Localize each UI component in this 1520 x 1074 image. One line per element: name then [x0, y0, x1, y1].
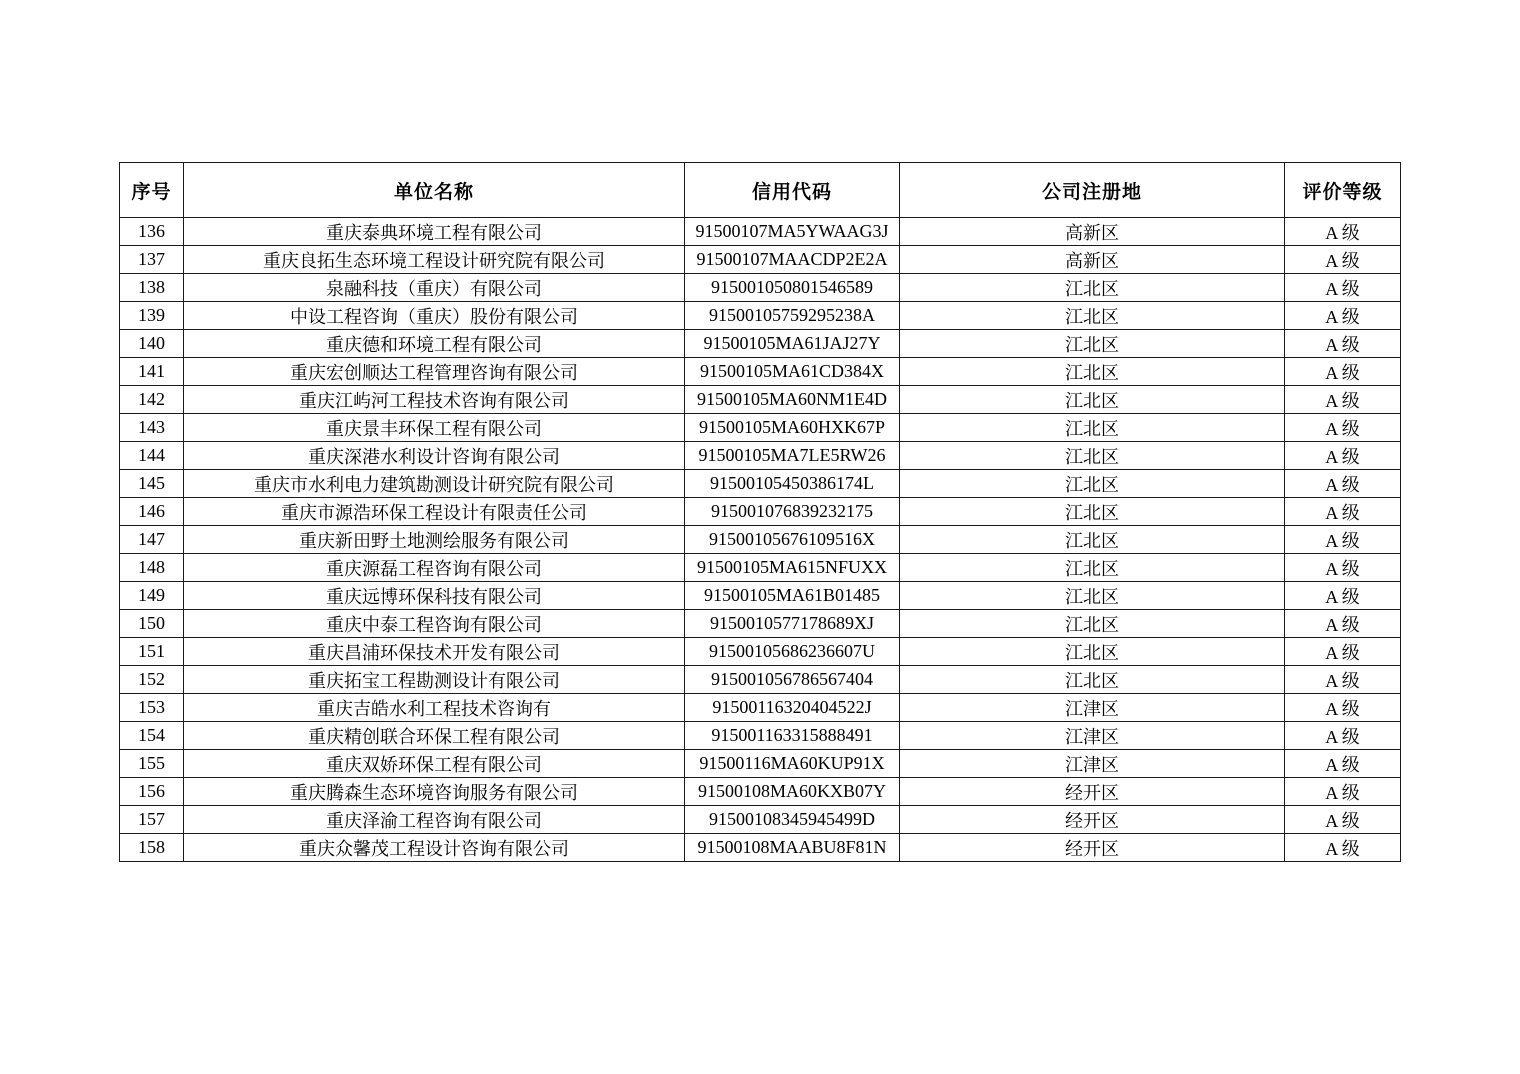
cell-grade: A 级: [1285, 554, 1401, 582]
cell-index: 148: [120, 554, 184, 582]
cell-region: 经开区: [900, 806, 1285, 834]
cell-company-name: 重庆精创联合环保工程有限公司: [184, 722, 685, 750]
cell-index: 140: [120, 330, 184, 358]
cell-grade: A 级: [1285, 778, 1401, 806]
cell-index: 138: [120, 274, 184, 302]
cell-index: 141: [120, 358, 184, 386]
cell-company-name: 重庆昌浦环保技术开发有限公司: [184, 638, 685, 666]
cell-credit-code: 9150010577178689XJ: [685, 610, 900, 638]
column-header-code: 信用代码: [685, 163, 900, 218]
cell-company-name: 重庆新田野土地测绘服务有限公司: [184, 526, 685, 554]
cell-index: 136: [120, 218, 184, 246]
cell-grade: A 级: [1285, 302, 1401, 330]
cell-company-name: 重庆吉皓水利工程技术咨询有: [184, 694, 685, 722]
cell-credit-code: 91500108345945499D: [685, 806, 900, 834]
cell-company-name: 重庆良拓生态环境工程设计研究院有限公司: [184, 246, 685, 274]
company-rating-table: [119, 162, 1401, 862]
cell-grade: A 级: [1285, 694, 1401, 722]
cell-grade: A 级: [1285, 274, 1401, 302]
cell-index: 157: [120, 806, 184, 834]
cell-company-name: 重庆双娇环保工程有限公司: [184, 750, 685, 778]
table-row: [120, 302, 1401, 330]
cell-region: 江津区: [900, 750, 1285, 778]
cell-index: 139: [120, 302, 184, 330]
cell-credit-code: 91500105MA61B01485: [685, 582, 900, 610]
cell-company-name: 重庆市水利电力建筑勘测设计研究院有限公司: [184, 470, 685, 498]
cell-grade: A 级: [1285, 442, 1401, 470]
cell-region: 江北区: [900, 498, 1285, 526]
cell-credit-code: 91500105MA60NM1E4D: [685, 386, 900, 414]
table-row: [120, 778, 1401, 806]
cell-credit-code: 91500107MAACDP2E2A: [685, 246, 900, 274]
cell-grade: A 级: [1285, 330, 1401, 358]
cell-grade: A 级: [1285, 834, 1401, 862]
cell-company-name: 重庆众馨茂工程设计咨询有限公司: [184, 834, 685, 862]
table-row: [120, 442, 1401, 470]
cell-grade: A 级: [1285, 246, 1401, 274]
cell-credit-code: 915001050801546589: [685, 274, 900, 302]
cell-region: 江北区: [900, 610, 1285, 638]
cell-grade: A 级: [1285, 386, 1401, 414]
cell-credit-code: 91500105MA61JAJ27Y: [685, 330, 900, 358]
cell-index: 155: [120, 750, 184, 778]
cell-region: 江北区: [900, 554, 1285, 582]
cell-region: 江北区: [900, 582, 1285, 610]
cell-credit-code: 91500105MA61CD384X: [685, 358, 900, 386]
cell-company-name: 重庆拓宝工程勘测设计有限公司: [184, 666, 685, 694]
column-header-region: 公司注册地: [900, 163, 1285, 218]
table-row: [120, 806, 1401, 834]
cell-company-name: 重庆腾森生态环境咨询服务有限公司: [184, 778, 685, 806]
cell-company-name: 重庆中泰工程咨询有限公司: [184, 610, 685, 638]
cell-index: 158: [120, 834, 184, 862]
cell-company-name: 重庆泰典环境工程有限公司: [184, 218, 685, 246]
cell-region: 江津区: [900, 694, 1285, 722]
cell-region: 经开区: [900, 778, 1285, 806]
cell-index: 151: [120, 638, 184, 666]
table-row: [120, 722, 1401, 750]
column-header-grade: 评价等级: [1285, 163, 1401, 218]
cell-region: 经开区: [900, 834, 1285, 862]
cell-index: 149: [120, 582, 184, 610]
cell-region: 高新区: [900, 218, 1285, 246]
cell-index: 143: [120, 414, 184, 442]
table-row: [120, 470, 1401, 498]
cell-grade: A 级: [1285, 526, 1401, 554]
cell-credit-code: 915001163315888491: [685, 722, 900, 750]
table-row: [120, 834, 1401, 862]
cell-region: 江北区: [900, 638, 1285, 666]
table-row: [120, 554, 1401, 582]
cell-index: 137: [120, 246, 184, 274]
cell-grade: A 级: [1285, 498, 1401, 526]
cell-region: 江北区: [900, 386, 1285, 414]
table-row: [120, 358, 1401, 386]
cell-credit-code: 91500105686236607U: [685, 638, 900, 666]
cell-grade: A 级: [1285, 750, 1401, 778]
cell-region: 江北区: [900, 470, 1285, 498]
cell-company-name: 重庆宏创顺达工程管理咨询有限公司: [184, 358, 685, 386]
cell-credit-code: 91500107MA5YWAAG3J: [685, 218, 900, 246]
cell-credit-code: 91500105MA615NFUXX: [685, 554, 900, 582]
cell-company-name: 中设工程咨询（重庆）股份有限公司: [184, 302, 685, 330]
cell-credit-code: 91500116320404522J: [685, 694, 900, 722]
cell-region: 江北区: [900, 526, 1285, 554]
cell-credit-code: 91500116MA60KUP91X: [685, 750, 900, 778]
cell-credit-code: 91500108MA60KXB07Y: [685, 778, 900, 806]
cell-region: 江北区: [900, 274, 1285, 302]
cell-company-name: 重庆源磊工程咨询有限公司: [184, 554, 685, 582]
cell-credit-code: 91500105450386174L: [685, 470, 900, 498]
cell-grade: A 级: [1285, 414, 1401, 442]
column-header-index: 序号: [120, 163, 184, 218]
cell-credit-code: 91500105759295238A: [685, 302, 900, 330]
cell-index: 146: [120, 498, 184, 526]
table-row: [120, 526, 1401, 554]
cell-company-name: 重庆泽渝工程咨询有限公司: [184, 806, 685, 834]
cell-region: 江北区: [900, 666, 1285, 694]
table-row: [120, 582, 1401, 610]
cell-region: 江北区: [900, 414, 1285, 442]
table-row: [120, 218, 1401, 246]
column-header-name: 单位名称: [184, 163, 685, 218]
cell-index: 147: [120, 526, 184, 554]
table-row: [120, 750, 1401, 778]
table-row: [120, 666, 1401, 694]
cell-company-name: 重庆江屿河工程技术咨询有限公司: [184, 386, 685, 414]
table-row: [120, 274, 1401, 302]
cell-region: 江北区: [900, 442, 1285, 470]
table-body: [120, 218, 1401, 862]
cell-index: 153: [120, 694, 184, 722]
cell-company-name: 重庆深港水利设计咨询有限公司: [184, 442, 685, 470]
cell-index: 142: [120, 386, 184, 414]
cell-region: 高新区: [900, 246, 1285, 274]
cell-company-name: 泉融科技（重庆）有限公司: [184, 274, 685, 302]
cell-region: 江北区: [900, 302, 1285, 330]
cell-credit-code: 91500105MA60HXK67P: [685, 414, 900, 442]
table-row: [120, 498, 1401, 526]
cell-index: 154: [120, 722, 184, 750]
table-row: [120, 414, 1401, 442]
cell-region: 江北区: [900, 330, 1285, 358]
cell-index: 152: [120, 666, 184, 694]
cell-index: 144: [120, 442, 184, 470]
cell-region: 江津区: [900, 722, 1285, 750]
cell-grade: A 级: [1285, 666, 1401, 694]
cell-grade: A 级: [1285, 218, 1401, 246]
table-row: [120, 638, 1401, 666]
cell-company-name: 重庆景丰环保工程有限公司: [184, 414, 685, 442]
table-header-row: [120, 163, 1401, 218]
cell-grade: A 级: [1285, 610, 1401, 638]
cell-grade: A 级: [1285, 806, 1401, 834]
cell-credit-code: 915001056786567404: [685, 666, 900, 694]
cell-index: 150: [120, 610, 184, 638]
cell-credit-code: 91500108MAABU8F81N: [685, 834, 900, 862]
cell-company-name: 重庆远博环保科技有限公司: [184, 582, 685, 610]
table-row: [120, 330, 1401, 358]
table-header: [120, 163, 1401, 218]
cell-credit-code: 91500105MA7LE5RW26: [685, 442, 900, 470]
cell-company-name: 重庆市源浩环保工程设计有限责任公司: [184, 498, 685, 526]
cell-credit-code: 915001076839232175: [685, 498, 900, 526]
cell-region: 江北区: [900, 358, 1285, 386]
table-row: [120, 386, 1401, 414]
table-row: [120, 694, 1401, 722]
cell-grade: A 级: [1285, 638, 1401, 666]
cell-index: 156: [120, 778, 184, 806]
cell-grade: A 级: [1285, 358, 1401, 386]
cell-credit-code: 91500105676109516X: [685, 526, 900, 554]
cell-index: 145: [120, 470, 184, 498]
cell-company-name: 重庆德和环境工程有限公司: [184, 330, 685, 358]
cell-grade: A 级: [1285, 470, 1401, 498]
cell-grade: A 级: [1285, 722, 1401, 750]
table-row: [120, 610, 1401, 638]
table-row: [120, 246, 1401, 274]
cell-grade: A 级: [1285, 582, 1401, 610]
